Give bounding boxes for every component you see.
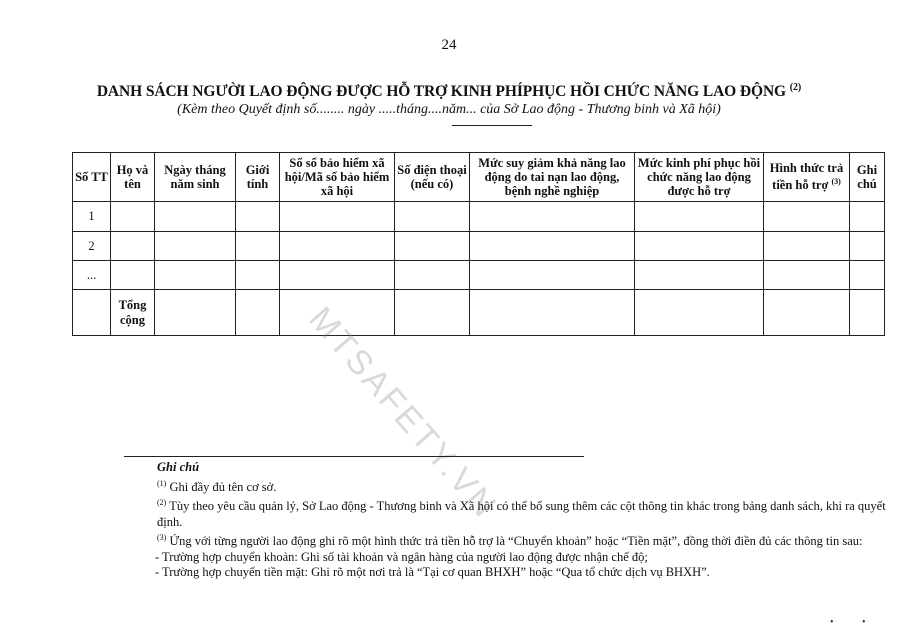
total-label: Tổng cộng	[111, 290, 155, 336]
row-number: 1	[73, 202, 111, 232]
table-cell	[635, 232, 764, 261]
table-cell	[395, 290, 470, 336]
notes-divider	[124, 456, 584, 457]
table-cell	[764, 261, 850, 290]
beneficiary-table	[72, 152, 885, 336]
col-header-phone: Số điện thoại (nếu có)	[395, 153, 470, 202]
table-cell	[111, 202, 155, 232]
col-header-dob: Ngày tháng năm sinh	[155, 153, 236, 202]
footnote-3-case-transfer: - Trường hợp chuyển khoản: Ghi số tài khoản và ngân hàng của người lao động được nhận chế độ;	[155, 549, 648, 564]
scan-speck: •	[862, 617, 866, 628]
table-cell	[470, 261, 635, 290]
col-header-insurance: Số sổ bảo hiểm xã hội/Mã số bảo hiểm xã hội	[280, 153, 395, 202]
table-cell	[395, 232, 470, 261]
page-number: 24	[441, 37, 457, 53]
table-cell	[764, 290, 850, 336]
table-cell	[236, 232, 280, 261]
col-header-payment-method	[764, 153, 850, 202]
table-cell	[635, 202, 764, 232]
footnote-1-text: Ghi đầy đủ tên cơ sở.	[169, 479, 277, 494]
table-cell	[850, 261, 885, 290]
table-cell	[395, 261, 470, 290]
watermark: MTSAFETY.VN	[301, 300, 505, 527]
col-header-gender: Giới tính	[236, 153, 280, 202]
notes-heading: Ghi chú	[157, 460, 200, 474]
footnote-3-case-cash: - Trường hợp chuyển tiền mặt: Ghi rõ một nơi trả là “Tại cơ quan BHXH” hoặc “Qua tổ chức dịch vụ BHXH”.	[155, 565, 710, 580]
payment-method-note-mark: (3)	[831, 177, 841, 187]
footnote-3-text: Ứng với từng người lao động ghi rõ một hình thức trả tiền hỗ trợ là “Chuyển khoản” hoặc “Tiền mặt”, đồng thời điền đủ các thông tin sau:	[169, 534, 863, 549]
title-text: DANH SÁCH NGƯỜI LAO ĐỘNG ĐƯỢC HỖ TRỢ KINH PHÍPHỤC HỒI CHỨC NĂNG LAO ĐỘNG	[96, 83, 787, 101]
table-cell	[470, 202, 635, 232]
footnote-3	[124, 530, 894, 550]
table-cell	[280, 232, 395, 261]
table-cell	[155, 290, 236, 336]
col-header-reduction: Mức suy giảm khả năng lao động do tai nạn lao động, bệnh nghề nghiệp	[470, 153, 635, 202]
row-number: 2	[73, 232, 111, 261]
table-row	[73, 202, 885, 232]
document-subtitle: (Kèm theo Quyết định số........ ngày .....tháng....năm... của Sở Lao động - Thương binh và Xã hội)	[177, 102, 721, 117]
payment-method-label: Hình thức trả tiền hỗ trợ	[769, 161, 844, 193]
title-footnote-mark: (2)	[789, 82, 802, 93]
footnote-3-mark: (3)	[157, 533, 167, 543]
col-header-notes: Ghi chú	[850, 153, 885, 202]
table-cell	[764, 232, 850, 261]
table-cell	[850, 202, 885, 232]
table-cell	[635, 261, 764, 290]
table-cell	[155, 232, 236, 261]
table-cell	[155, 261, 236, 290]
footnote-2-text: Tùy theo yêu cầu quản lý, Sở Lao động - Thương binh và Xã hội có thể bổ sung thêm các cột thông tin khác trong bảng danh sách, khi ra quyết định.	[157, 499, 886, 529]
footnote-2	[124, 495, 894, 530]
table-row	[73, 232, 885, 261]
table-cell	[236, 202, 280, 232]
footnote-1	[124, 476, 894, 496]
table-cell	[635, 290, 764, 336]
table-cell	[280, 261, 395, 290]
table-header-row	[73, 153, 885, 202]
document-title	[0, 82, 898, 101]
total-row	[73, 290, 885, 336]
table-cell	[850, 232, 885, 261]
footnote-2-mark: (2)	[157, 498, 167, 508]
row-number: ...	[73, 261, 111, 290]
table-cell	[470, 232, 635, 261]
table-cell	[280, 290, 395, 336]
table-cell	[73, 290, 111, 336]
table-cell	[236, 290, 280, 336]
table-row	[73, 261, 885, 290]
table-cell	[470, 290, 635, 336]
col-header-funding: Mức kinh phí phục hồi chức năng lao động được hỗ trợ	[635, 153, 764, 202]
table-cell	[764, 202, 850, 232]
col-header-stt: Số TT	[73, 153, 111, 202]
footnotes	[124, 460, 894, 581]
footnote-1-mark: (1)	[157, 478, 167, 488]
table-cell	[236, 261, 280, 290]
table-cell	[111, 261, 155, 290]
subtitle-rule	[452, 125, 532, 126]
scan-speck: •	[830, 617, 834, 628]
col-header-name: Họ và tên	[111, 153, 155, 202]
table-cell	[395, 202, 470, 232]
table-cell	[111, 232, 155, 261]
table-cell	[155, 202, 236, 232]
table-cell	[850, 290, 885, 336]
table-cell	[280, 202, 395, 232]
